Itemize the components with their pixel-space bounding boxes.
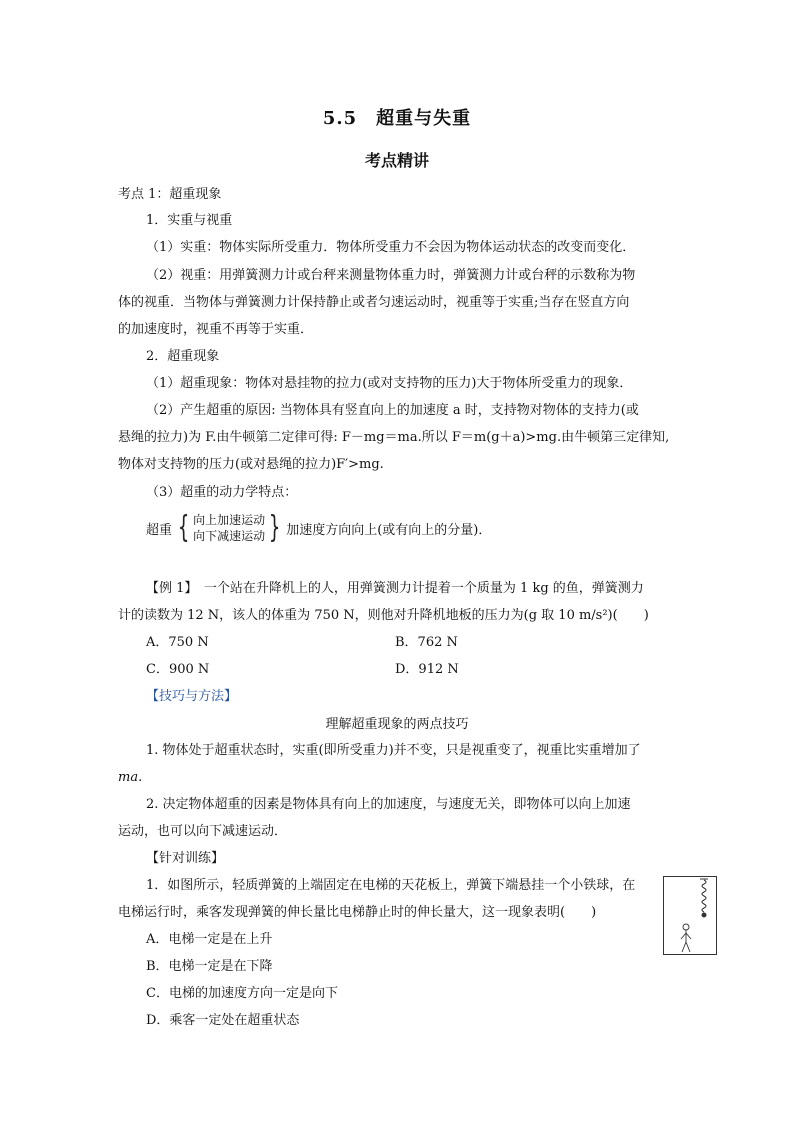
tips-heading: 【技巧与方法】 [146,689,238,704]
item-heading-2: 2．超重现象 [146,349,220,364]
paragraph-1: （1）实重：物体实际所受重力．物体所受重力不会因为物体运动状态的改变而变化． [146,240,636,255]
example-line-2: 计的读数为 12 N，该人的体重为 750 N，则他对升降机地板的压力为(g 取 10 m/s²)( ) [118,608,649,623]
brace-expression [146,510,491,546]
item-heading-1: 1．实重与视重 [146,213,233,228]
question-option-a: A．电梯一定是在上升 [146,932,273,947]
page-title: 5.5 超重与失重 [322,108,472,129]
tip-2-line-2: 运动，也可以向下减速运动． [118,824,288,839]
question-1-line-2: 电梯运行时，乘客发现弹簧的伸长量比电梯静止时的伸长量大，这一现象表明( ) [118,905,597,920]
example-option-c: C．900 N [146,662,210,677]
paragraph-4-line-3: 物体对支持物的压力(或对悬绳的拉力)F′>mg. [118,457,384,472]
paragraph-2-line-3: 的加速度时，视重不再等于实重． [118,322,314,337]
question-option-d: D．乘客一定处在超重状态 [146,1013,300,1028]
brace-bottom-item: 向下减速运动 [193,529,266,543]
tip-1-line-1: 1. 物体处于超重状态时，实重(即所受重力)并不变，只是视重变了，视重比实重增加了 [146,743,641,758]
paragraph-3: （1）超重现象：物体对悬挂物的拉力(或对支持物的压力)大于物体所受重力的现象． [146,376,633,391]
question-option-b: B．电梯一定是在下降 [146,959,273,974]
question-1-line-1: 1．如图所示，轻质弹簧的上端固定在电梯的天花板上，弹簧下端悬挂一个小铁球，在 [146,878,636,893]
paragraph-4-line-2: 悬绳的拉力)为 F.由牛顿第二定律可得: F－mg＝ma.所以 F＝m(g＋a)>mg.由牛顿第三定律知, [118,430,670,445]
example-option-d: D．912 N [395,662,459,677]
brace-label: 超重 [146,522,173,538]
spring-icon [702,880,706,912]
example-option-b: B．762 N [395,635,458,650]
passenger-icon [681,924,691,952]
tip-2-line-1: 2. 决定物体超重的因素是物体具有向上的加速度，与速度无关，即物体可以向上加速 [146,797,631,812]
example-line-1: 【例 1】 一个站在升降机上的人，用弹簧测力计提着一个质量为 1 kg 的鱼，弹簧测力 [146,581,644,596]
elevator-diagram [664,877,716,954]
question-option-c: C．电梯的加速度方向一定是向下 [146,986,338,1001]
right-brace-glyph: } [268,510,281,545]
iron-ball-icon [702,913,707,918]
tip-1-line-2: ma. [118,770,143,785]
brace-top-item: 向上加速运动 [193,513,266,527]
page-subtitle: 考点精讲 [364,151,429,170]
paragraph-2-line-2: 体的视重．当物体与弹簧测力计保持静止或者匀速运动时，视重等于实重;当存在竖直方向 [118,295,630,310]
training-heading: 【针对训练】 [146,851,225,866]
paragraph-2-line-1: （2）视重：用弹簧测力计或台秤来测量物体重力时，弹簧测力计或台秤的示数称为物 [146,268,636,283]
example-option-a: A．750 N [146,635,209,650]
brace-stack [193,512,265,544]
tips-center-title: 理解超重现象的两点技巧 [325,717,469,732]
paragraph-5: （3）超重的动力学特点： [146,485,298,500]
left-brace-glyph: { [177,510,190,545]
brace-result: 加速度方向向上(或有向上的分量)． [286,522,492,538]
elevator-figure [663,876,717,955]
paragraph-4-line-1: （2）产生超重的原因: 当物体具有竖直向上的加速度 a 时，支持物对物体的支持力(或 [146,403,639,418]
section-heading: 考点 1：超重现象 [118,187,222,202]
